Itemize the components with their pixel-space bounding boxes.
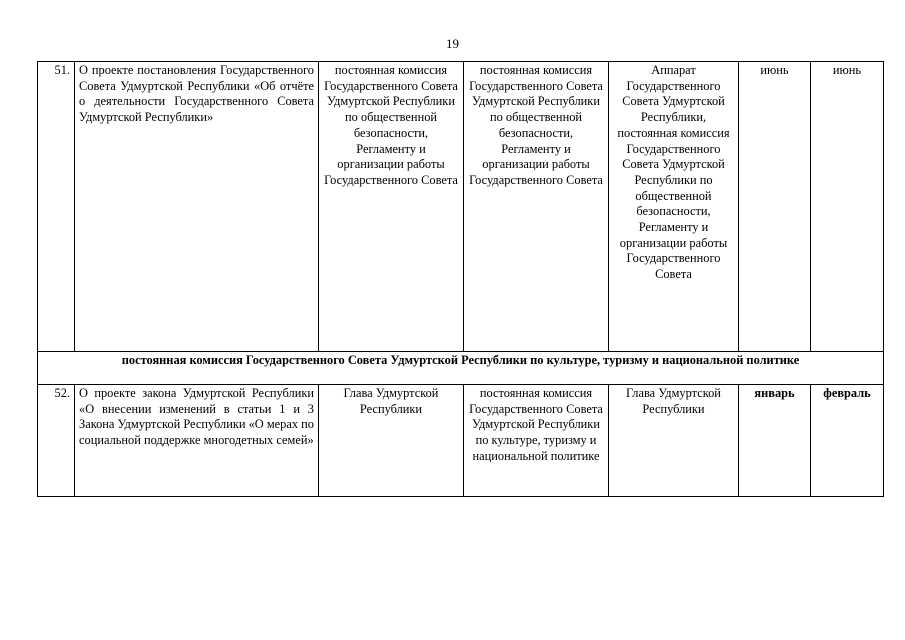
- section-row: [38, 352, 884, 385]
- section-heading: постоянная комиссия Государственного Совета Удмуртской Республики по культуре, туризму и национальной политике: [38, 352, 884, 385]
- row-title: О проекте закона Удмуртской Республики «О внесении изменений в статьи 1 и 3 Закона Удмуртской Республики «О мерах по социальной поддержке многодетных семей»: [75, 385, 319, 497]
- row-initiator: Глава Удмуртской Республики: [319, 385, 464, 497]
- row-number: 52.: [38, 385, 75, 497]
- plan-table: [37, 61, 884, 497]
- row-term-commission: июнь: [739, 62, 811, 352]
- row-responsible: постоянная комиссия Государственного Совета Удмуртской Республики по общественной безопасности, Регламенту и организации работы Государственного Совета: [464, 62, 609, 352]
- row-responsible: постоянная комиссия Государственного Совета Удмуртской Республики по культуре, туризму и национальной политике: [464, 385, 609, 497]
- row-executor: Аппарат Государственного Совета Удмуртской Республики, постоянная комиссия Государственного Совета Удмуртской Республики по общественной безопасности, Регламенту и организации работы Государственного Совета: [609, 62, 739, 352]
- row-initiator: постоянная комиссия Государственного Совета Удмуртской Республики по общественной безопасности, Регламенту и организации работы Государственного Совета: [319, 62, 464, 352]
- row-term-session: июнь: [811, 62, 884, 352]
- table-row: [38, 62, 884, 352]
- row-term-commission: январь: [739, 385, 811, 497]
- page-number: 19: [446, 36, 459, 51]
- row-title: О проекте постановления Государственного Совета Удмуртской Республики «Об отчёте о деятельности Государственного Совета Удмуртской Республики»: [75, 62, 319, 352]
- row-executor: Глава Удмуртской Республики: [609, 385, 739, 497]
- row-number: 51.: [38, 62, 75, 352]
- table-row: [38, 385, 884, 497]
- row-term-session: февраль: [811, 385, 884, 497]
